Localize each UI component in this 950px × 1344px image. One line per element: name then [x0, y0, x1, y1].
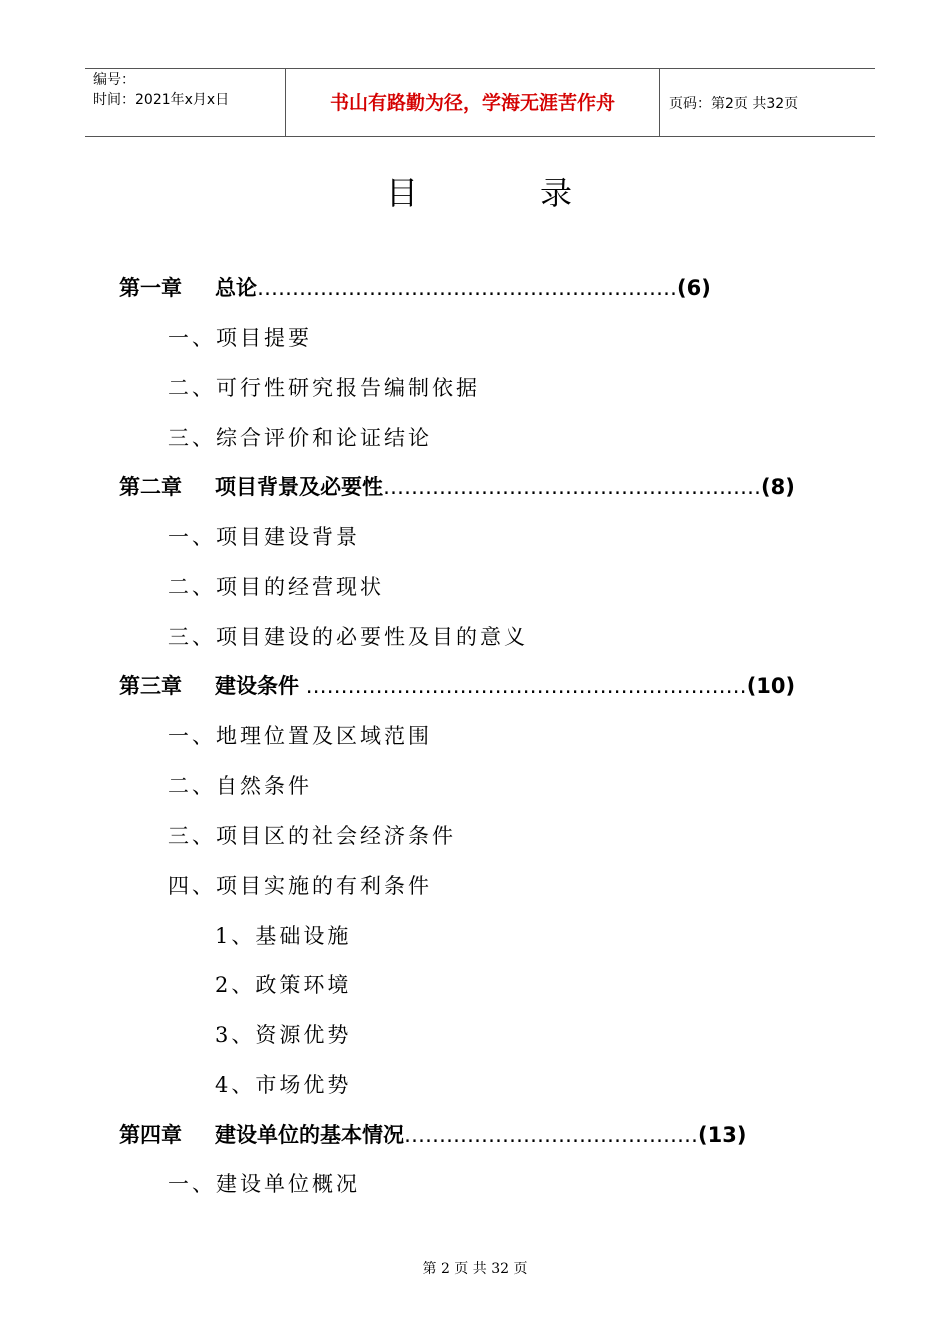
toc-section[interactable]: 二、项目的经营现状 — [168, 575, 384, 599]
leader-dots: …………………………………………………… — [257, 276, 677, 300]
header-bottom-rule — [85, 136, 875, 137]
header-top-rule — [85, 68, 875, 69]
chapter-number: 第四章 — [119, 1123, 182, 1147]
chapter-title: 项目背景及必要性 — [215, 475, 383, 499]
chapter-page: (13) — [698, 1123, 747, 1147]
page-title-char-2: 录 — [540, 174, 573, 212]
chapter-number: 第二章 — [119, 475, 182, 499]
toc-chapter-3[interactable] — [119, 670, 795, 700]
toc-section[interactable]: 一、地理位置及区域范围 — [168, 724, 432, 748]
header-meta — [93, 70, 229, 110]
chapter-page: (8) — [761, 475, 795, 499]
toc-chapter-1[interactable] — [119, 272, 711, 302]
toc-chapter-2[interactable] — [119, 471, 795, 501]
toc-chapter-4[interactable] — [119, 1119, 746, 1149]
chapter-title: 建设单位的基本情况 — [215, 1123, 404, 1147]
header-divider-right — [659, 68, 660, 136]
toc-subsection[interactable]: 3、资源优势 — [215, 1023, 352, 1047]
toc-subsection[interactable]: 1、基础设施 — [215, 924, 352, 948]
chapter-title: 总论 — [215, 276, 257, 300]
toc-section[interactable]: 一、项目提要 — [168, 326, 312, 350]
chapter-page: (10) — [746, 674, 796, 698]
toc-section[interactable]: 三、综合评价和论证结论 — [168, 426, 432, 450]
page-footer: 第 2 页 共 32 页 — [422, 1261, 528, 1277]
page-title — [386, 168, 572, 214]
toc-section[interactable]: 二、自然条件 — [168, 774, 312, 798]
toc-section[interactable]: 一、建设单位概况 — [168, 1172, 360, 1196]
toc-section[interactable]: 三、项目建设的必要性及目的意义 — [168, 625, 528, 649]
document-time-label: 时间：2021年x月x日 — [93, 92, 230, 108]
toc-section[interactable]: 三、项目区的社会经济条件 — [168, 824, 456, 848]
header-motto: 书山有路勤为径，学海无涯苦作舟 — [329, 92, 615, 114]
header-page-indicator: 页码：第2页 共32页 — [669, 96, 799, 112]
toc-section[interactable]: 四、项目实施的有利条件 — [168, 874, 432, 898]
leader-dots: ……………………………………………………… — [299, 674, 747, 698]
toc-subsection[interactable]: 4、市场优势 — [215, 1073, 352, 1097]
document-number-label: 编号： — [93, 72, 135, 88]
chapter-title: 建设条件 — [215, 674, 299, 698]
leader-dots: ……………………………………………… — [383, 475, 761, 499]
toc-section[interactable]: 一、项目建设背景 — [168, 525, 360, 549]
toc-section[interactable]: 二、可行性研究报告编制依据 — [168, 376, 480, 400]
toc-subsection[interactable]: 2、政策环境 — [215, 973, 352, 997]
chapter-number: 第三章 — [119, 674, 182, 698]
leader-dots: …………………………………… — [404, 1123, 698, 1147]
page-title-char-1: 目 — [386, 174, 419, 212]
chapter-number: 第一章 — [119, 276, 182, 300]
chapter-page: (6) — [677, 276, 711, 300]
